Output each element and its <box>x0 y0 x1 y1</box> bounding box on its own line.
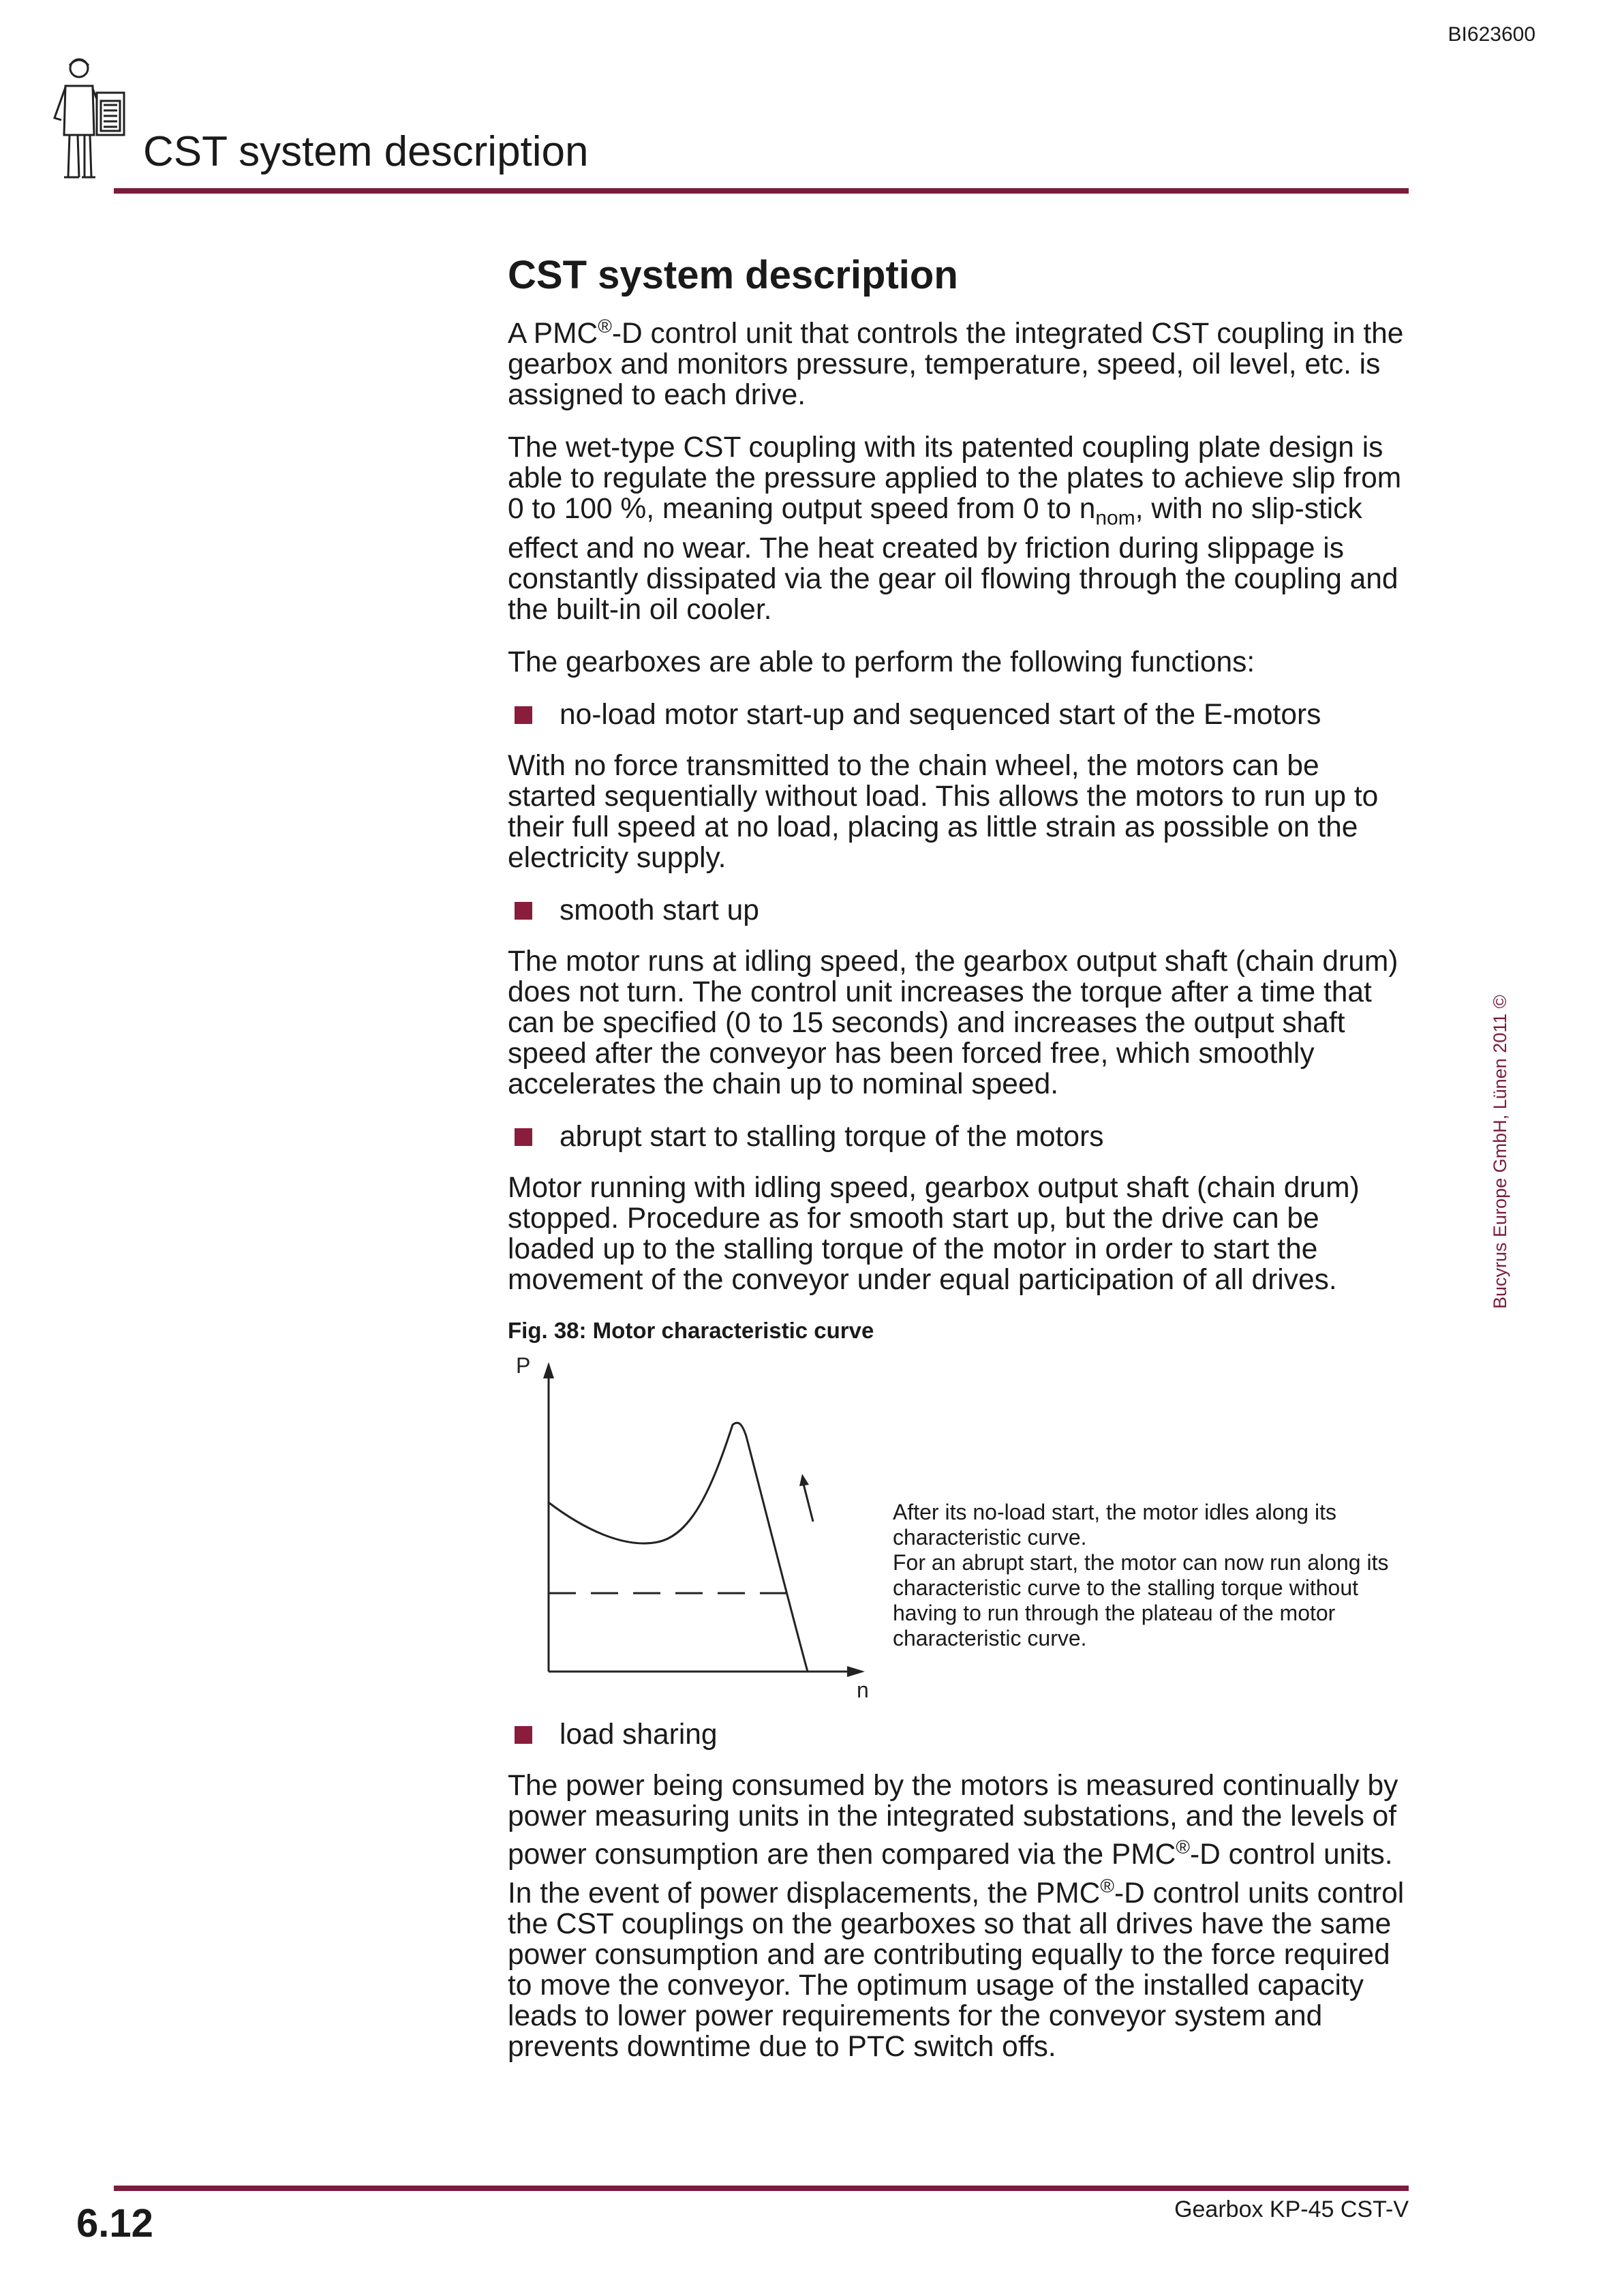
bullet-square-icon <box>515 1128 532 1146</box>
paragraph-cst-coupling: The wet-type CST coupling with its patented coupling plate design is able to regulate the pressure applied to the plates to achieve slip from 0 to 100 %, meaning output speed from 0 to $n_{nom}$, with no slip-stick effect and no wear. The heat created by friction during slippage is constantly dissipated via the gear oil flowing through the coupling and the built-in oil cooler. <box>508 431 1402 626</box>
direction-arrow-line <box>804 1484 813 1522</box>
motor-characteristic-diagram <box>508 1351 889 1706</box>
bullet-square-icon <box>515 902 532 920</box>
direction-arrow-head <box>799 1474 809 1486</box>
figure-text-line-1: After its no-load start, the motor idles along its characteristic curve. <box>893 1500 1336 1550</box>
x-axis-arrow <box>847 1666 865 1677</box>
figure-explanation <box>893 1500 1390 1651</box>
paragraph-no-load: With no force transmitted to the chain wheel, the motors can be started sequentially without load. This allows the motors to run up to their full speed at no load, placing as little strain as possible on the electricity supply. <box>508 750 1379 875</box>
figure-caption: Fig. 38: Motor characteristic curve <box>508 1318 874 1344</box>
x-axis-label: n <box>857 1678 869 1703</box>
paragraph-functions-intro: The gearboxes are able to perform the following functions: <box>508 646 1255 679</box>
header-rule <box>114 188 1409 194</box>
document-id: BI623600 <box>1448 23 1535 46</box>
page-number: 6.12 <box>76 2201 153 2246</box>
footer-rule <box>114 2186 1409 2191</box>
figure-text-line-2: For an abrupt start, the motor can now run along its characteristic curve to the stalling torque without having to run through the plateau of the motor characteristic curve. <box>893 1550 1389 1651</box>
main-content <box>508 254 1407 2084</box>
bullet-smooth-start: smooth start up <box>508 895 1407 926</box>
paragraph-pmc-intro: A PMC®-D control unit that controls the integrated CST coupling in the gearbox and monitors pressure, temperature, speed, oil level, etc. is assigned to each drive. <box>508 315 1404 411</box>
bullet-abrupt-start: abrupt start to stalling torque of the motors <box>508 1121 1407 1152</box>
y-axis-label: P <box>516 1353 531 1378</box>
footer-title: Gearbox KP-45 CST-V <box>1174 2196 1409 2222</box>
figure-motor-curve <box>508 1351 1407 1706</box>
bullet-square-icon <box>515 1726 532 1744</box>
page-heading: CST system description <box>508 253 958 297</box>
technician-icon <box>49 53 132 183</box>
bullet-load-sharing: load sharing <box>508 1719 1407 1750</box>
section-title: CST system description <box>143 128 589 175</box>
bullet-no-load-start: no-load motor start-up and sequenced start of the E-motors <box>508 699 1407 730</box>
copyright-note: Bucyrus Europe GmbH, Lünen 2011 © <box>1490 995 1510 1309</box>
paragraph-abrupt-start: Motor running with idling speed, gearbox output shaft (chain drum) stopped. Procedure as for smooth start up, but the drive can be loaded up to the stalling torque of the motor in order to start the movement of the conveyor under equal participation of all drives. <box>508 1172 1360 1297</box>
characteristic-curve <box>549 1423 808 1672</box>
paragraph-smooth-start: The motor runs at idling speed, the gearbox output shaft (chain drum) does not turn. The control unit increases the torque after a time that can be specified (0 to 15 seconds) and increases the output shaft speed after the conveyor has been forced free, which smoothly accelerates the chain up to nominal speed. <box>508 946 1398 1101</box>
bullet-square-icon <box>515 706 532 724</box>
y-axis-arrow <box>543 1362 554 1378</box>
paragraph-load-sharing: The power being consumed by the motors is measured continually by power measuring units in the integrated substations, and the levels of power consumption are then compared via the PMC®-D control units. In the event of power displacements, the PMC®-D control units control the CST couplings on the gearboxes so that all drives have the same power consumption and are contributing equally to the force required to move the conveyor. The optimum usage of the installed capacity leads to lower power requirements for the conveyor system and prevents downtime due to PTC switch offs. <box>508 1770 1405 2063</box>
